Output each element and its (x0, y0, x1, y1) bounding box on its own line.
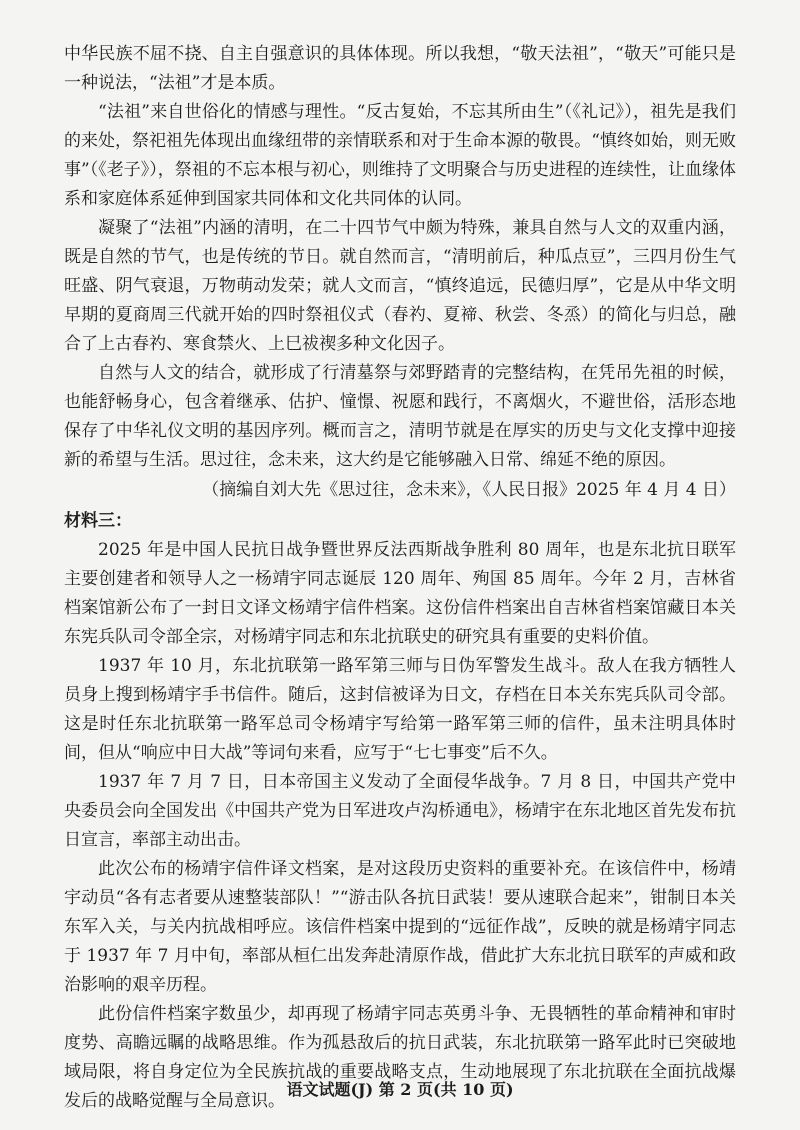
paragraph-8: 此次公布的杨靖宇信件译文档案，是对这段历史资料的重要补充。在该信件中，杨靖宇动员“各有志者要从速整装部队！”“游击队各抗日武装！要从速联合起来”，钳制日本关东军入关，与关内抗战相呼应。该信件档案中提到的“远征作战”，反映的就是杨靖宇同志于 1937 年 7 月中旬，率部从桓仁出发奔赴清原作战，借此扩大东北抗日联军的声威和政治影响的艰辛历程。 (64, 859, 736, 995)
source-citation: （摘编自刘大先《思过往，念未来》，《人民日报》2025 年 4 月 4 日） (202, 480, 736, 500)
paragraph-5: 2025 年是中国人民抗日战争暨世界反法西斯战争胜利 80 周年，也是东北抗日联军主要创建者和领导人之一杨靖宇同志诞辰 120 周年、殉国 85 周年。今年 2 月，吉林省档案馆新公布了一封日文译文杨靖宇信件档案。这份信件档案出自吉林省档案馆藏日本关东宪兵队司令部全宗，对杨靖宇同志和东北抗联史的研究具有重要的史料价值。 (64, 540, 736, 647)
paragraph-1: 中华民族不屈不挠、自主自强意识的具体体现。所以我想，“敬天法祖”，“敬天”可能只是一种说法，“法祖”才是本质。 (64, 44, 736, 93)
section-title-material-3: 材料三： (64, 511, 132, 531)
page-footer: 语文试题(J) 第 2 页(共 10 页) (286, 1080, 514, 1099)
paragraph-9: 此份信件档案字数虽少，却再现了杨靖宇同志英勇斗争、无畏牺牲的革命精神和审时度势、高瞻远瞩的战略思维。作为孤悬敌后的抗日武装，东北抗联第一路军此时已突破地域局限，将自身定位为全民族抗战的重要战略支点，生动地展现了东北抗联在全面抗战爆发后的战略觉醒与全局意识。 (64, 1004, 736, 1111)
paragraph-4: 自然与人文的结合，就形成了行清墓祭与郊野踏青的完整结构，在凭吊先祖的时候，也能舒畅身心，包含着继承、估护、憧憬、祝愿和践行，不离烟火，不避世俗，活形态地保存了中华礼仪文明的基因序列。概而言之，清明节就是在厚实的历史与文化支撑中迎接新的希望与生活。思过往，念未来，这大约是它能够融入日常、绵延不绝的原因。 (64, 363, 736, 470)
paragraph-2: “法祖”来自世俗化的情感与理性。“反古复始，不忘其所由生”（《礼记》），祖先是我们的来处，祭祀祖先体现出血缘纽带的亲情联系和对于生命本源的敬畏。“慎终如始，则无败事”（《老子》），祭祖的不忘本根与初心，则维持了文明聚合与历史进程的连续性，让血缘体系和家庭体系延伸到国家共同体和文化共同体的认同。 (64, 102, 736, 209)
paragraph-7: 1937 年 7 月 7 日，日本帝国主义发动了全面侵华战争。7 月 8 日，中国共产党中央委员会向全国发出《中国共产党为日军进攻卢沟桥通电》，杨靖宇在东北地区首先发布抗日宣言，率部主动出击。 (64, 772, 736, 850)
paragraph-3: 凝聚了“法祖”内涵的清明，在二十四节气中颇为特殊，兼具自然与人文的双重内涵，既是自然的节气，也是传统的节日。就自然而言，“清明前后，种瓜点豆”，三四月份生气旺盛、阴气衰退，万物萌动发荣；就人文而言，“慎终追远，民德归厚”，它是从中华文明早期的夏商周三代就开始的四时祭祖仪式（春礿、夏禘、秋尝、冬烝）的简化与归总，融合了上古春礿、寒食禁火、上巳祓禊多种文化因子。 (64, 218, 736, 354)
paragraph-6: 1937 年 10 月，东北抗联第一路军第三师与日伪军警发生战斗。敌人在我方牺牲人员身上搜到杨靖宇手书信件。随后，这封信被译为日文，存档在日本关东宪兵队司令部。这是时任东北抗联第一路军总司令杨靖宇写给第一路军第三师的信件，虽未注明具体时间，但从“响应中日大战”等词句来看，应写于“七七事变”后不久。 (64, 656, 736, 763)
